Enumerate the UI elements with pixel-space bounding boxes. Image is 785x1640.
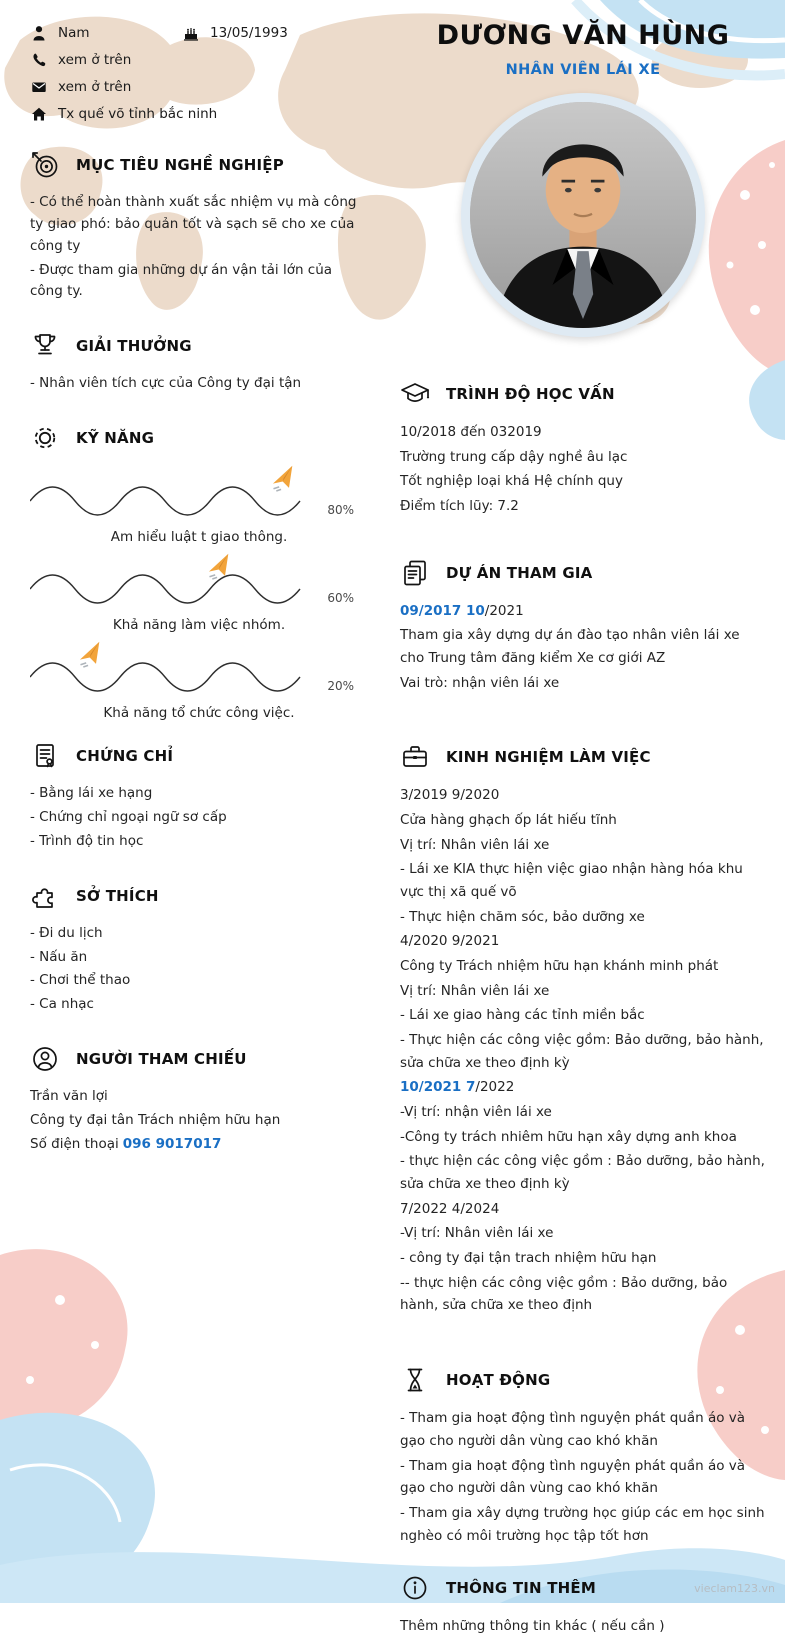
skills-section [30, 423, 368, 721]
graduation-cap-icon [400, 379, 430, 409]
home-icon [30, 105, 47, 122]
education-dates: 10/2018 đến 032019 [400, 424, 542, 440]
briefcase-icon [400, 742, 430, 772]
birthday-cake-icon [182, 24, 199, 41]
awards-section [30, 331, 368, 395]
address-value: Tx quế võ tỉnh bắc ninh [58, 105, 218, 122]
plane-icon [206, 553, 234, 581]
education-section [400, 379, 766, 518]
contact-block [30, 24, 368, 122]
profile-photo-ring [461, 93, 705, 337]
certificate-item: - Chứng chỉ ngoại ngữ sơ cấp [30, 809, 227, 826]
job-position: Vị trí: Nhân viên lái xe [400, 836, 550, 853]
certificates-section [30, 741, 368, 853]
education-result: Tốt nghiệp loại khá Hệ chính quy [400, 473, 623, 490]
contact-row-phone [30, 51, 368, 68]
hobbies-section [30, 881, 368, 1016]
email-icon [30, 78, 47, 95]
skill-percent: 20% [327, 679, 354, 694]
project-date-rest: /2021 [484, 602, 524, 619]
skill-label: Khả năng tổ chức công việc. [103, 705, 295, 722]
skill-percent: 80% [327, 503, 354, 518]
job-duty: - Thực hiện các công việc gồm: Bảo dưỡng, bảo hành, sửa chữa xe theo định kỳ [400, 1032, 764, 1071]
job-date: 3/2019 9/2020 [400, 787, 500, 804]
person-circle-icon [30, 1044, 60, 1074]
birthday-value: 13/05/1993 [210, 24, 288, 41]
documents-icon [400, 558, 430, 588]
award-item: - Nhân viên tích cực của Công ty đại tận [30, 375, 302, 392]
site-watermark: vieclam123.vn [694, 1582, 775, 1595]
experience-job [400, 930, 766, 1074]
gender-value: Nam [58, 24, 90, 41]
hobby-item: - Chơi thể thao [30, 972, 131, 989]
certificate-item: - Bằng lái xe hạng [30, 785, 153, 802]
phone-value: xem ở trên [58, 51, 132, 68]
gear-icon [30, 423, 60, 453]
education-gpa: Điểm tích lũy: 7.2 [400, 498, 519, 515]
projects-heading: DỰ ÁN THAM GIA [446, 563, 593, 582]
job-duty: - Thực hiện chăm sóc, bảo dưỡng xe [400, 908, 645, 925]
person-icon [30, 24, 47, 41]
project-role: Vai trò: nhận viên lái xe [400, 674, 560, 691]
profile-photo [470, 102, 696, 328]
phone-icon [30, 51, 47, 68]
activity-item: - Tham gia hoạt động tình nguyện phát quần áo và gạo cho người dân vùng cao khó khăn [400, 1410, 746, 1449]
puzzle-icon [30, 881, 60, 911]
skill-item [30, 641, 368, 721]
hobby-item: - Nấu ăn [30, 948, 88, 965]
activities-heading: HOẠT ĐỘNG [446, 1371, 551, 1390]
experience-job [400, 1076, 766, 1195]
candidate-name: DƯƠNG VĂN HÙNG [436, 20, 730, 51]
objective-text: - Có thể hoàn thành xuất sắc nhiệm vụ mà công ty giao phó: bảo quản tốt và sạch sẽ cho xe của công ty [30, 194, 357, 254]
job-duty: -- thực hiện các công việc gồm : Bảo dưỡng, bảo hành, sửa chữa xe theo định [400, 1274, 728, 1314]
hobbies-heading: SỞ THÍCH [76, 886, 159, 905]
job-company: -Công ty trách nhiêm hữu hạn xây dựng anh khoa [400, 1128, 737, 1145]
objective-text: - Được tham gia những dự án vận tải lớn của công ty. [30, 261, 333, 300]
skills-heading: KỸ NĂNG [76, 429, 155, 448]
target-icon [30, 150, 60, 180]
reference-name: Trần văn lợi [30, 1088, 108, 1105]
certificate-item: - Trình độ tin học [30, 832, 144, 849]
contact-row-gender-birthday [30, 24, 368, 41]
trophy-icon [30, 331, 60, 361]
education-school: Trường trung cấp dậy nghề âu lạc [400, 448, 628, 465]
job-position: -Vị trí: Nhân viên lái xe [400, 1225, 554, 1242]
job-date-rest: /2022 [475, 1079, 515, 1096]
skill-wave [30, 647, 310, 693]
job-date [400, 1076, 766, 1099]
more-info-heading: THÔNG TIN THÊM [446, 1579, 596, 1598]
project-description: Tham gia xây dựng dự án đào tạo nhân viên lái xe cho Trung tâm đăng kiểm Xe cơ giới AZ [400, 627, 740, 667]
activity-item: - Tham gia hoạt động tình nguyện phát quần áo và gạo cho người dân vùng cao khó khăn [400, 1457, 746, 1497]
skill-percent: 60% [327, 591, 354, 606]
reference-phone-line [30, 1134, 368, 1156]
activity-item: - Tham gia xây dựng trường học giúp các em học sinh nghèo có môi trường học tập tốt hơn [400, 1504, 765, 1544]
skill-label: Khả năng làm việc nhóm. [112, 617, 286, 634]
reference-section [30, 1044, 368, 1156]
experience-job [400, 784, 766, 928]
activities-section [400, 1365, 766, 1547]
job-company: - công ty đại tận trach nhiệm hữu hạn [400, 1250, 657, 1267]
plane-icon [77, 641, 105, 669]
job-duty: - Lái xe KIA thực hiện việc giao nhận hàng hóa khu vực thị xã quế võ [400, 861, 743, 901]
plane-icon [270, 465, 298, 493]
objective-heading: MỤC TIÊU NGHỀ NGHIỆP [76, 156, 284, 174]
hobby-item: - Đi du lịch [30, 924, 103, 941]
info-icon [400, 1573, 430, 1603]
experience-job [400, 1198, 766, 1317]
hourglass-icon [400, 1365, 430, 1395]
job-date: 7/2022 4/2024 [400, 1200, 500, 1217]
more-info-text: Thêm những thông tin khác ( nếu cần ) [400, 1618, 665, 1635]
reference-phone-number[interactable]: 096 9017017 [122, 1135, 222, 1152]
hobby-item: - Ca nhạc [30, 996, 94, 1013]
awards-heading: GIẢI THƯỞNG [76, 337, 192, 356]
job-duty: - Lái xe giao hàng các tỉnh miền bắc [400, 1007, 645, 1024]
job-company: Cửa hàng ghạch ốp lát hiếu tĩnh [400, 812, 617, 829]
skill-item [30, 465, 368, 545]
reference-phone-label: Số điện thoại [30, 1135, 119, 1152]
project-date [400, 600, 766, 623]
job-date-highlight: 10/2021 7 [400, 1079, 476, 1096]
contact-row-email [30, 78, 368, 95]
right-column [400, 20, 766, 1640]
job-company: Công ty Trách nhiệm hữu hạn khánh minh phát [400, 958, 719, 975]
reference-heading: NGƯỜI THAM CHIẾU [76, 1050, 247, 1069]
job-position: Vị trí: Nhân viên lái xe [400, 982, 550, 999]
objective-section [30, 150, 368, 303]
contact-row-address [30, 105, 368, 122]
education-heading: TRÌNH ĐỘ HỌC VẤN [446, 385, 615, 403]
email-value: xem ở trên [58, 78, 132, 95]
skill-wave [30, 471, 310, 517]
projects-section [400, 558, 766, 695]
experience-section [400, 742, 766, 1317]
project-date-highlight: 09/2017 10 [400, 602, 485, 619]
skill-item [30, 553, 368, 633]
skill-wave [30, 559, 310, 605]
certificates-heading: CHỨNG CHỈ [76, 747, 174, 766]
left-column [30, 24, 368, 1158]
experience-heading: KINH NGHIỆM LÀM VIỆC [446, 748, 651, 767]
certificate-icon [30, 741, 60, 771]
skill-label: Am hiểu luật t giao thông. [110, 529, 288, 546]
candidate-title: NHÂN VIÊN LÁI XE [505, 62, 661, 78]
job-duty: - thực hiện các công việc gồm : Bảo dưỡng, bảo hành, sửa chữa xe theo định kỳ [400, 1153, 765, 1193]
reference-company: Công ty đại tân Trách nhiệm hữu hạn [30, 1112, 281, 1129]
job-date: 4/2020 9/2021 [400, 933, 500, 950]
job-position: -Vị trí: nhận viên lái xe [400, 1104, 552, 1121]
